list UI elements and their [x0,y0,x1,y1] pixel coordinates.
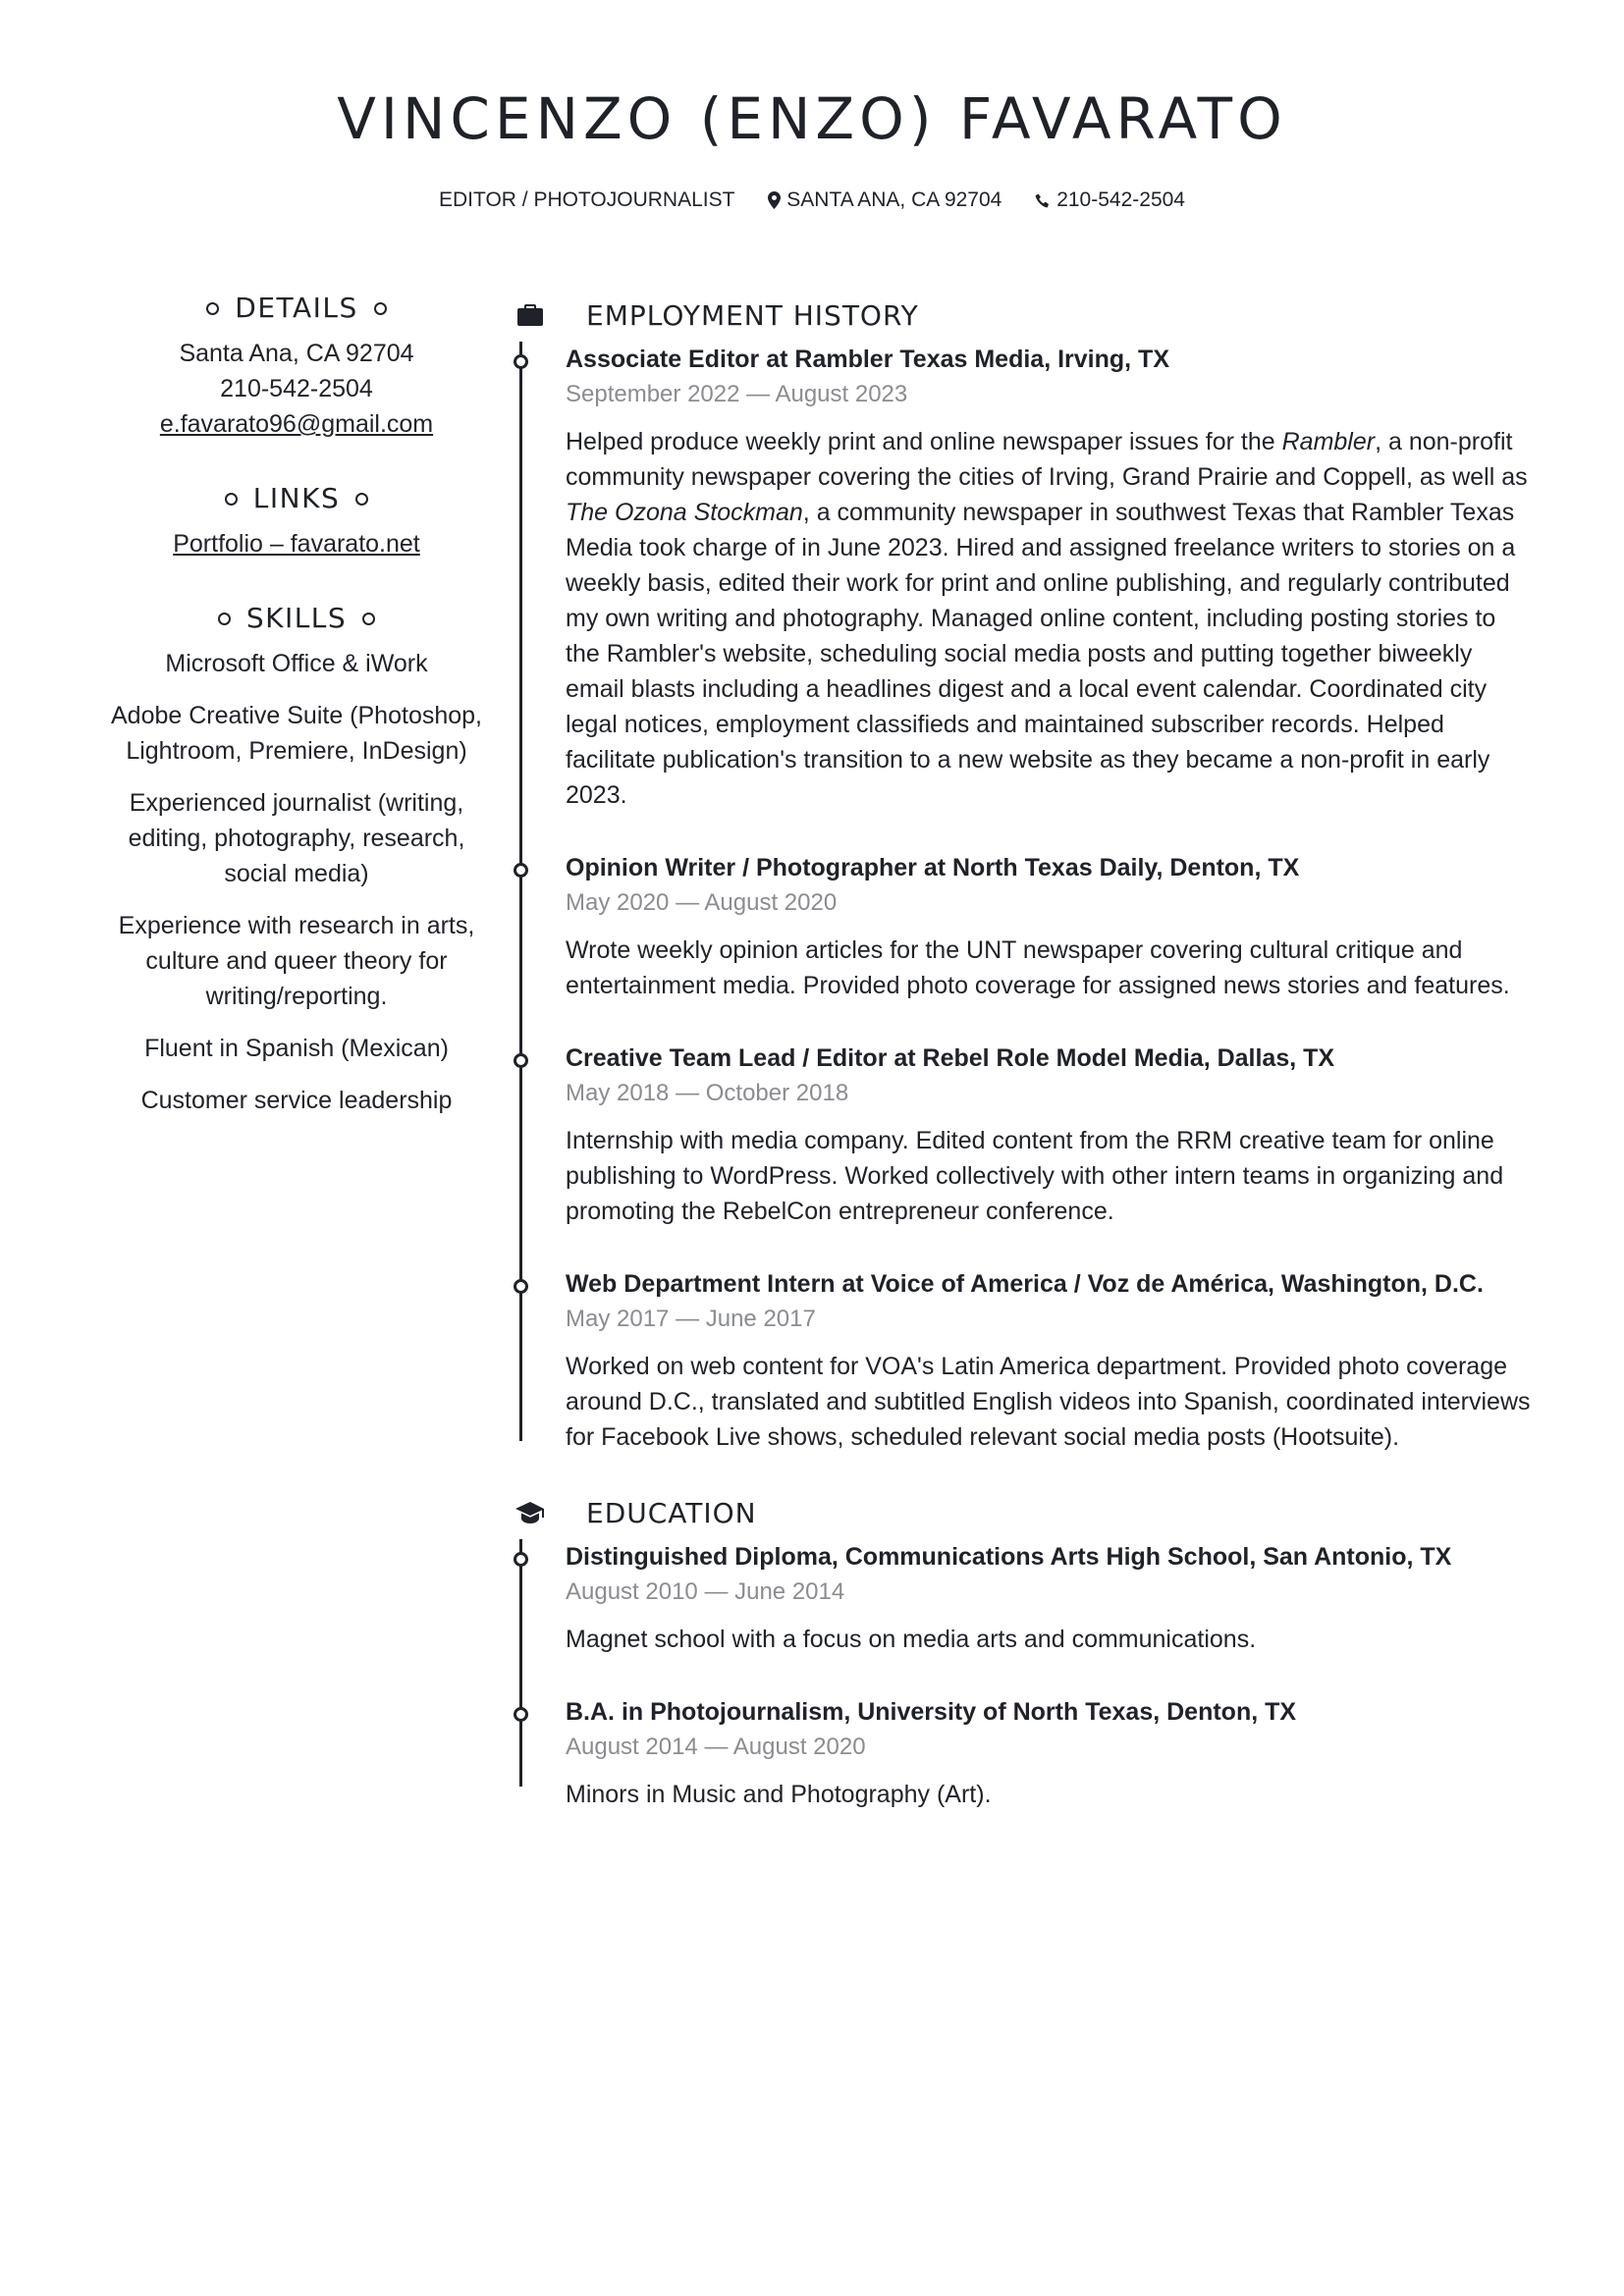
map-pin-icon [768,191,781,209]
phone-icon [1035,193,1051,209]
entry-dates: September 2022 — August 2023 [566,381,908,407]
links-heading [98,482,495,514]
bullet-dot-icon [225,493,238,506]
skill-item: Customer service leadership [140,1087,453,1114]
portfolio-link[interactable]: Portfolio – favarato.net [173,530,420,558]
details-heading [98,294,495,322]
education-entry [501,1539,1532,1657]
timeline-node-icon [514,1053,528,1068]
header-location-text: SANTA ANA, CA 92704 [786,188,1002,212]
entry-dates: May 2017 — June 2017 [566,1306,816,1332]
employment-heading-text: EMPLOYMENT HISTORY [586,298,919,332]
details-address: Santa Ana, CA 92704 [179,340,414,367]
education-heading-text: EDUCATION [586,1496,757,1529]
entry-title: Creative Team Lead / Editor at Rebel Role Model Media, Dallas, TX [566,1044,1335,1072]
details-phone: 210-542-2504 [220,375,373,402]
entry-title: Distinguished Diploma, Communications Arts High School, San Antonio, TX [566,1543,1452,1571]
bullet-dot-icon [218,613,231,625]
skill-item: Adobe Creative Suite (Photoshop, Lightroom, Premiere, InDesign) [110,702,482,765]
timeline-node-icon [514,863,528,878]
entry-title: Associate Editor at Rambler Texas Media, Irving, TX [566,346,1170,373]
graduation-cap-icon [515,1502,545,1523]
skills-heading [98,602,495,634]
header-subline [0,188,1624,212]
entry-dates: August 2014 — August 2020 [566,1734,866,1760]
skills-heading-text: SKILLS [245,602,348,634]
timeline-node-icon [514,1279,528,1294]
entry-dates: May 2018 — October 2018 [566,1080,849,1106]
left-column [98,294,495,1135]
briefcase-icon [517,304,543,326]
timeline-node-icon [514,354,528,369]
skill-item: Experience with research in arts, culture and queer theory for writing/reporting. [118,912,475,1010]
entry-description: Helped produce weekly print and online newspaper issues for the Rambler, a non-profit community newspaper covering the cities of Irving, Grand Prairie and Coppell, as well as The Ozona Stockman, a community newspaper in southwest Texas that Rambler Texas Media took charge of in June 2023. Hired and assigned freelance writers to stories on a weekly basis, edited their work for print and online publishing, and regularly contributed my own writing and photography. Managed online content, including posting stories to the Rambler's website, scheduling social media posts and putting together biweekly email blasts including a headlines digest and a local event calendar. Coordinated city legal notices, employment classifieds and maintained subscriber records. Helped facilitate publication's transition to a new website as they became a non-profit in early 2023. [566,428,1528,809]
entry-title: Opinion Writer / Photographer at North Texas Daily, Denton, TX [566,854,1300,881]
employment-heading [501,294,1532,336]
bullet-dot-icon [374,302,387,315]
employment-timeline [501,342,1532,1455]
bullet-dot-icon [355,493,368,506]
skill-item: Experienced journalist (writing, editing, photography, research, social media) [128,789,465,887]
entry-description: Worked on web content for VOA's Latin America department. Provided photo coverage around D.C., translated and subtitled English videos into Spanish, coordinated interviews for Facebook Live shows, scheduled relevant social media posts (Hootsuite). [566,1353,1531,1451]
timeline-node-icon [514,1707,528,1722]
employment-entry [501,850,1532,1003]
education-timeline [501,1539,1532,1812]
header-location [768,188,1001,212]
employment-entry [501,1266,1532,1455]
job-title: EDITOR / PHOTOJOURNALIST [439,188,735,212]
links-heading-text: LINKS [252,482,341,514]
skill-item: Microsoft Office & iWork [165,650,428,677]
header-phone [1035,188,1185,212]
timeline-node-icon [514,1552,528,1567]
details-heading-text: DETAILS [235,292,358,324]
entry-description: Internship with media company. Edited content from the RRM creative team for online publishing to WordPress. Worked collectively with other intern teams in organizing and promoting the RebelCon entrepreneur conference. [566,1127,1504,1225]
employment-entry [501,1041,1532,1229]
details-email-link[interactable]: e.favarato96@gmail.com [159,410,434,438]
education-heading [501,1492,1532,1533]
entry-description: Wrote weekly opinion articles for the UNT newspaper covering cultural critique and entertainment media. Provided photo coverage for assigned news stories and features. [566,936,1510,999]
entry-description: Minors in Music and Photography (Art). [566,1781,992,1808]
bullet-dot-icon [362,613,375,625]
right-column [501,294,1532,1812]
entry-title: B.A. in Photojournalism, University of North Texas, Denton, TX [566,1698,1297,1726]
candidate-name: VINCENZO (ENZO) FAVARATO [337,85,1287,152]
skill-item: Fluent in Spanish (Mexican) [144,1035,449,1062]
entry-description: Magnet school with a focus on media arts and communications. [566,1626,1257,1653]
entry-title: Web Department Intern at Voice of America / Voz de América, Washington, D.C. [566,1270,1484,1298]
header-phone-text: 210-542-2504 [1056,188,1185,212]
bullet-dot-icon [206,302,219,315]
entry-dates: August 2010 — June 2014 [566,1578,845,1605]
education-entry [501,1694,1532,1812]
entry-dates: May 2020 — August 2020 [566,889,838,916]
employment-entry [501,342,1532,813]
